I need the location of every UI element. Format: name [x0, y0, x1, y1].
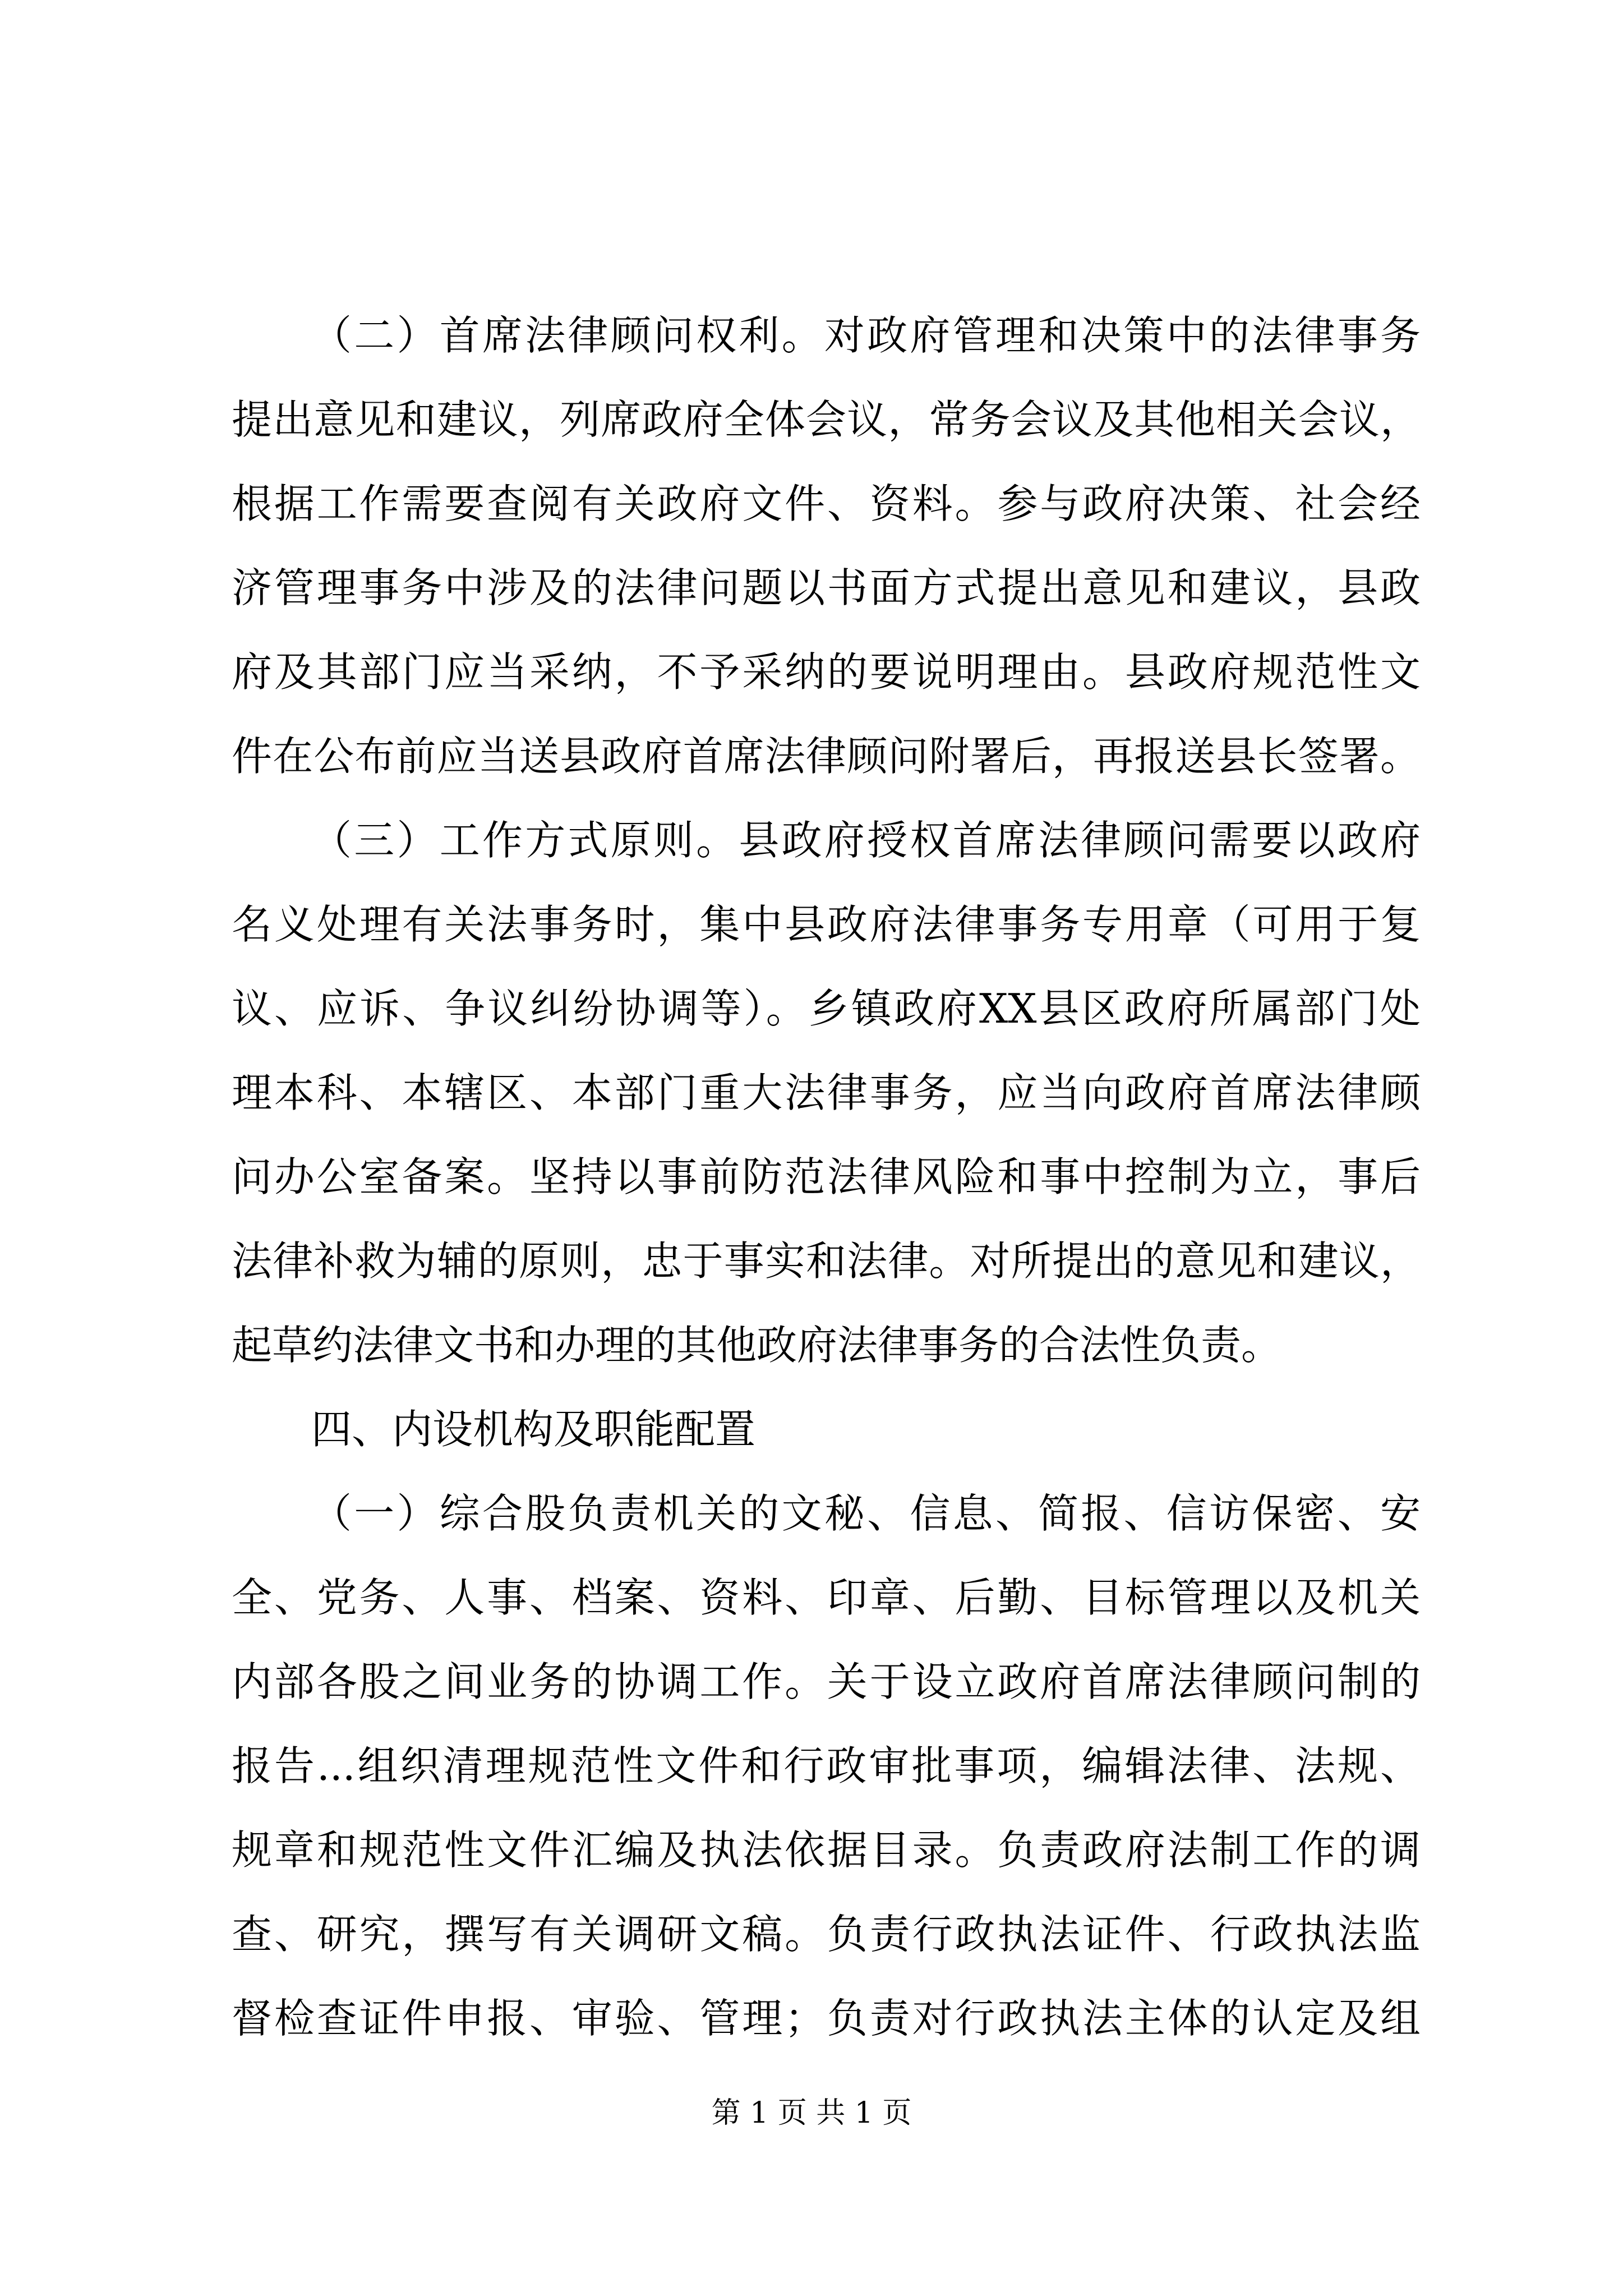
- paragraph-line: 府及其部门应当采纳，不予采纳的要说明理由。县政府规范性文: [232, 648, 1421, 696]
- paragraph-line: 提出意见和建议，列席政府全体会议，常务会议及其他相关会议，: [232, 396, 1421, 443]
- paragraph-line: （三）工作方式原则。县政府授权首席法律顾问需要以政府: [311, 817, 1421, 864]
- page-footer: 第 1 页 共 1 页: [711, 2096, 912, 2130]
- paragraph-line: 查、研究，撰写有关调研文稿。负责行政执法证件、行政执法监: [232, 1911, 1421, 1958]
- paragraph-line: （二）首席法律顾问权利。对政府管理和决策中的法律事务: [311, 312, 1421, 359]
- paragraph-line: 理本科、本辖区、本部门重大法律事务，应当向政府首席法律顾: [232, 1069, 1421, 1116]
- paragraph-line: 议、应诉、争议纠纷协调等）。乡镇政府XX县区政府所属部门处: [232, 985, 1421, 1032]
- paragraph-line: 报告...组织清理规范性文件和行政审批事项，编辑法律、法规、: [232, 1742, 1421, 1789]
- paragraph-line: （一）综合股负责机关的文秘、信息、简报、信访保密、安: [311, 1490, 1421, 1537]
- paragraph-line: 件在公布前应当送县政府首席法律顾问附署后，再报送县长签署。: [232, 733, 1421, 780]
- paragraph-line: 根据工作需要查阅有关政府文件、资料。参与政府决策、社会经: [232, 480, 1421, 527]
- paragraph-line: 问办公室备案。坚持以事前防范法律风险和事中控制为立，事后: [232, 1153, 1421, 1200]
- paragraph-line: 起草约法律文书和办理的其他政府法律事务的合法性负责。: [232, 1322, 1282, 1369]
- paragraph-line: 法律补救为辅的原则，忠于事实和法律。对所提出的意见和建议，: [232, 1237, 1421, 1285]
- paragraph-line: 济管理事务中涉及的法律问题以书面方式提出意见和建议，县政: [232, 564, 1421, 611]
- paragraph-line: 名义处理有关法事务时，集中县政府法律事务专用章（可用于复: [232, 901, 1421, 948]
- paragraph-line: 内部各股之间业务的协调工作。关于设立政府首席法律顾问制的: [232, 1658, 1421, 1705]
- section-heading: 四、内设机构及职能配置: [311, 1406, 756, 1453]
- paragraph-line: 督检查证件申报、审验、管理；负责对行政执法主体的认定及组: [232, 1995, 1421, 2042]
- paragraph-line: 规章和规范性文件汇编及执法依据目录。负责政府法制工作的调: [232, 1826, 1421, 1874]
- paragraph-line: 全、党务、人事、档案、资料、印章、后勤、目标管理以及机关: [232, 1574, 1421, 1621]
